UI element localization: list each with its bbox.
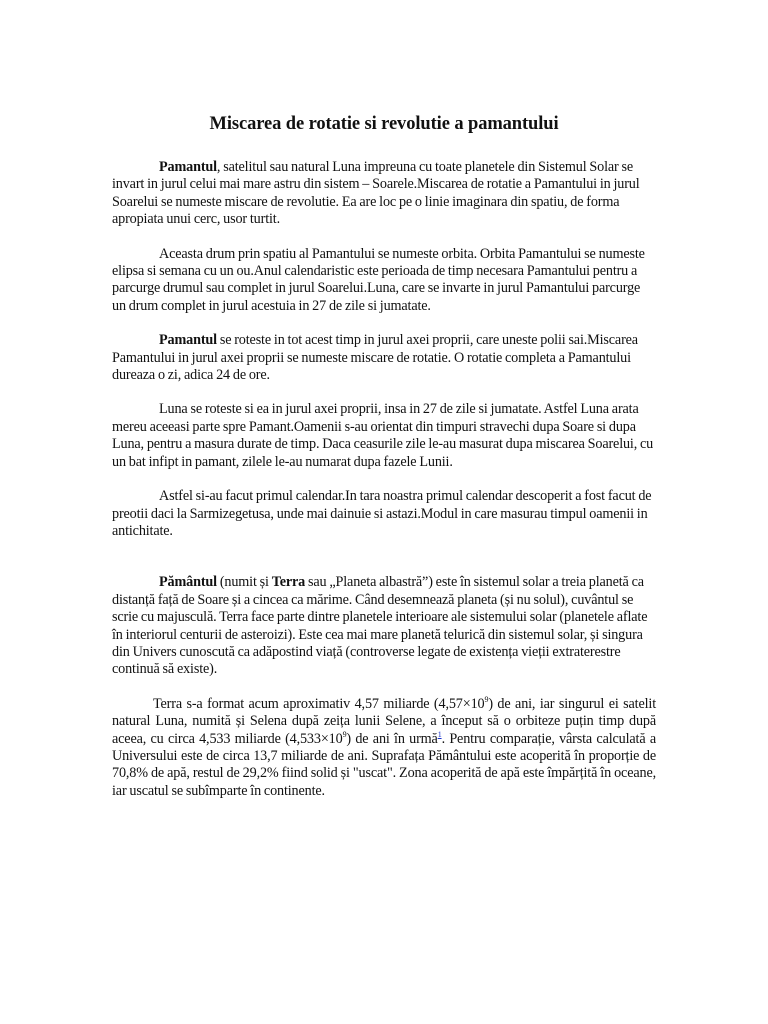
paragraph-text: Aceasta drum prin spatiu al Pamantului se numeste orbita. Orbita Pamantului se numeste elipsa si semana cu un ou.Anul calendaristic este perioada de timp necesara Pamantului pentru a parcurge drumul sau complet in jurul Soarelui.Luna, care se invarte in jurul Pamantului parcurge un drum complet in jurul acestuia in 27 de zile si jumatate.	[112, 245, 645, 314]
paragraph-4	[112, 401, 656, 471]
paragraph-text: ) de ani în urmă	[346, 730, 438, 747]
bold-term: Pamantul	[159, 159, 217, 175]
paragraph-text: . Pentru comparație, vârsta calculată a Universului este de circa 13,7 miliarde de ani. Suprafața Pământului este acoperită în proporție de 70,8% de apă, restul de 29,2% fiind solid și "uscat". Zona acoperită de apă este împărțită în oceane, iar uscatul se subîmparte în continente.	[112, 730, 656, 799]
bold-term: Terra	[271, 574, 306, 591]
paragraph-text: se roteste in tot acest timp in jurul axei proprii, care uneste polii sai.Miscarea Pamantului in jurul axei proprii se numeste miscare de rotatie. O rotatie completa a Pamantului dureaza o zi, adica 24 de ore.	[112, 332, 638, 384]
paragraph-5	[112, 488, 656, 540]
paragraph-text: Luna se roteste si ea in jurul axei proprii, insa in 27 de zile si jumatate. Astfel Luna arata mereu aceeasi parte spre Pamant.Oamenii s-au orientat din timpuri stravechi dupa Soare si dupa Luna, pentru a masura durate de timp. Daca ceasurile zile le-au masurat dupa miscarea Soarelui, cu un bat infipt in pamant, zilele le-au numarat dupa fazele Lunii.	[112, 401, 654, 470]
paragraph-text: (numit și	[216, 574, 272, 591]
paragraph-text: ) de ani, iar singurul ei satelit natural Luna, numită și Selena după zeița lunii Selene, a început să o orbiteze puțin timp după aceea, cu circa 4,533 miliarde (4,533×10	[112, 695, 656, 747]
paragraph-7	[112, 696, 656, 800]
paragraph-3	[112, 332, 656, 384]
paragraph-1	[112, 159, 656, 229]
paragraph-text: sau „Planeta albastră”) este în sistemul solar a treia planetă ca distanță față de Soare și a cincea ca mărime. Când desemnează planeta (și nu solul), cuvântul se scrie cu majusculă. Terra face parte dintre planetele interioare ale sistemului solar (planetele aflate în interiorul centurii de asteroizi). Este cea mai mare planetă telurică din sistemul solar, și singura din Univers cunoscută ca adăpostind viață (controverse legate de existența vieții extraterestre continuă să existe).	[112, 574, 648, 678]
footnote-link[interactable]: 1	[437, 729, 442, 739]
paragraph-text: , satelitul sau natural Luna impreuna cu toate planetele din Sistemul Solar se invart in jurul celui mai mare astru din sistem – Soarele.Miscarea de rotatie a Pamantului in jurul Soarelui se numeste miscare de revolutie. Ea are loc pe o linie imaginara din spatiu, de forma apropiata unui cerc, usor turtit.	[112, 159, 640, 228]
bold-term: Pământul	[159, 574, 217, 591]
paragraph-text: Astfel si-au facut primul calendar.In tara noastra primul calendar descoperit a fost facut de preotii daci la Sarmizegetusa, unde mai dainuie si astazi.Modul in care masurau timpul oamenii in antichitate.	[112, 488, 652, 539]
bold-term: Pamantul	[159, 332, 217, 349]
superscript: 9	[484, 694, 489, 704]
paragraph-2	[112, 246, 656, 316]
paragraph-6	[112, 574, 656, 678]
paragraph-text: Terra s-a format acum aproximativ 4,57 miliarde (4,57×10	[153, 695, 485, 712]
superscript: 9	[342, 729, 347, 739]
page-title: Miscarea de rotatie si revolutie a pamantului	[209, 114, 559, 134]
